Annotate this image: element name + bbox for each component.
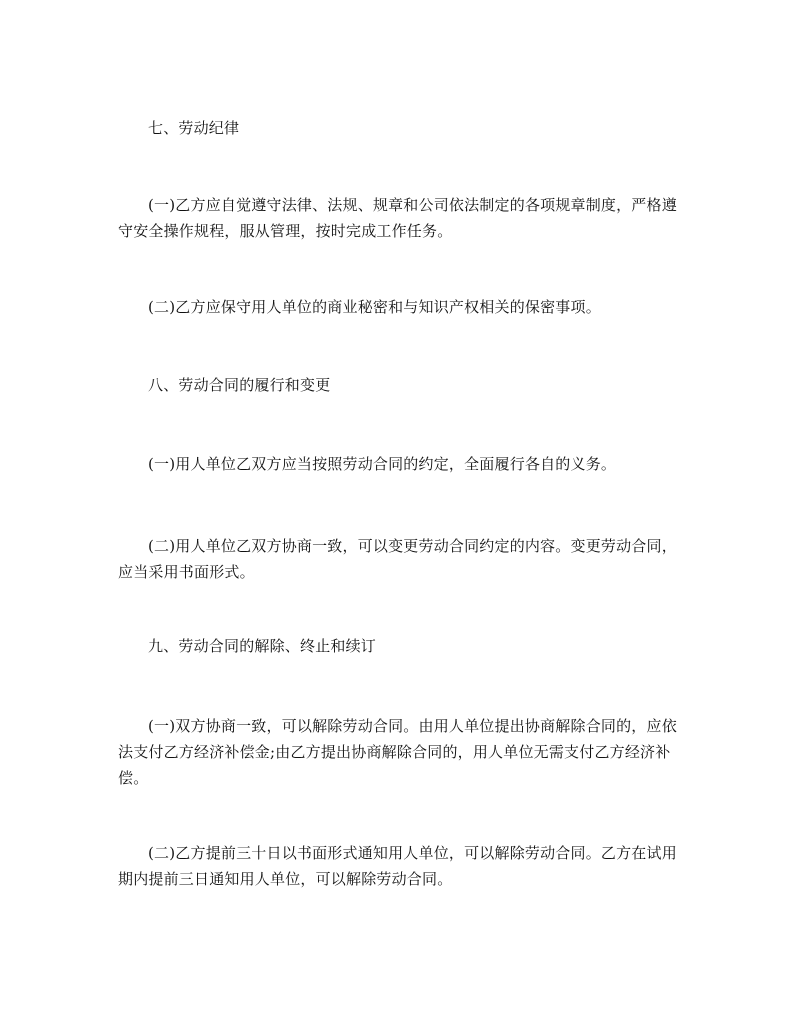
section-heading-seven: 七、劳动纪律: [148, 119, 240, 137]
paragraph-eight-one: (一)用人单位乙双方应当按照劳动合同的约定，全面履行各自的义务。: [148, 455, 617, 473]
section-heading-nine: 九、劳动合同的解除、终止和续订: [148, 637, 377, 655]
paragraph-eight-two: (二)用人单位乙双方协商一致，可以变更劳动合同约定的内容。变更劳动合同，应当采用书面形式。: [118, 537, 677, 581]
paragraph-seven-two: (二)乙方应保守用人单位的商业秘密和与知识产权相关的保密事项。: [148, 298, 601, 316]
paragraph-nine-two: (二)乙方提前三十日以书面形式通知用人单位，可以解除劳动合同。乙方在试用期内提前三日通知用人单位，可以解除劳动合同。: [118, 844, 677, 888]
paragraph-nine-one: (一)双方协商一致，可以解除劳动合同。由用人单位提出协商解除合同的，应依法支付乙方经济补偿金;由乙方提出协商解除合同的，用人单位无需支付乙方经济补偿。: [118, 717, 677, 787]
section-heading-eight: 八、劳动合同的履行和变更: [148, 376, 331, 394]
paragraph-seven-one: (一)乙方应自觉遵守法律、法规、规章和公司依法制定的各项规章制度，严格遵守安全操作规程，服从管理，按时完成工作任务。: [118, 196, 677, 240]
